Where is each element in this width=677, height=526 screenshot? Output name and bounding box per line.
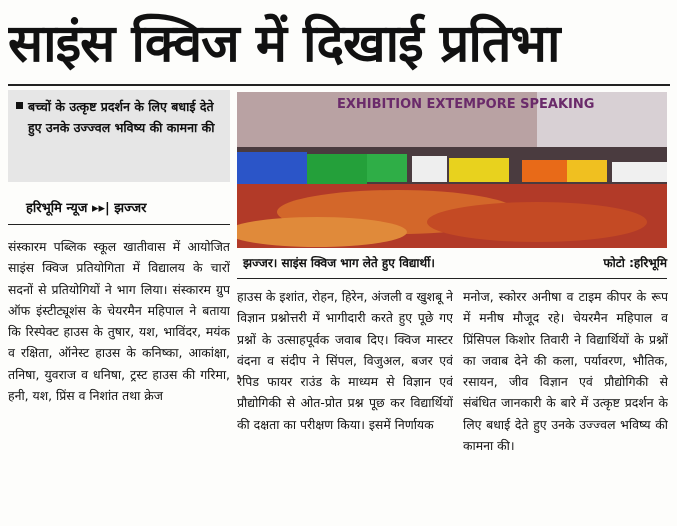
photo-credit: फोटो :हरिभूमि [603,256,667,270]
article-column-1: संस्कारम पब्लिक स्कूल खातीवास में आयोजित साइंस क्विज प्रतियोगिता में विद्यालय के चारों सदनों से प्रतियोगियों ने भाग लिया। संस्कारम ग्रुप ऑफ इंस्टीट्यूशंस के चेयरमैन महिपाल ने बताया कि रिस्पेक्ट हाउस के तुषार, यश, भाविंदर, मयंक व रक्षिता, ऑनेस्ट हाउस के कनिष्का, आकांक्षा, तनिषा, युवराज व धनिषा, ट्रस्ट हाउस की गरिमा, हनी, यश, प्रिंस व निशांत तथा क्रेज [8,239,230,404]
headline: साइंस क्विज में दिखाई प्रतिभा [8,14,560,74]
square-bullet-icon [16,102,23,109]
caption-rule [237,278,667,279]
headline-rule [8,84,670,86]
photo-caption: झज्जर। साइंस क्विज भाग लेते हुए विद्यार्थी। [243,256,435,270]
byline: हरिभूमि न्यूज ▸▸| झज्जर [26,201,147,216]
article-column-2: हाउस के इशांत, रोहन, हिरेन, अंजली व खुशबू ने विज्ञान प्रश्नोत्तरी में भागीदारी करते हुए पूछे गए प्रश्नों के उत्साहपूर्वक जवाब दिए। क्विज मास्टर वंदना व संदीप ने सिंपल, विजुअल, बजर एवं रैपिड फायर राउंड के माध्यम से विज्ञान एवं प्रौद्योगिकी से ओत-प्रोत प्रश्न पूछ कर विद्यार्थियों की दक्षता का परीक्षण किया। इसमें निर्णायक [237,289,453,432]
photo-caption-row [243,252,667,274]
byline-rule [8,224,230,225]
news-photo [237,92,667,248]
highlight-text: बच्चों के उत्कृष्ट प्रदर्शन के लिए बधाई देते हुए उनके उज्ज्वल भविष्य की कामना की [28,99,215,135]
photo-banner-text: EXHIBITION EXTEMPORE SPEAKING [337,97,595,112]
highlight-box [8,90,230,182]
article-column-3: मनोज, स्कोरर अनीषा व टाइम कीपर के रूप में मनीष मौजूद रहे। चेयरमैन महिपाल व प्रिंसिपल किशोर तिवारी ने विद्यार्थियों के प्रश्नों का जवाब देने की कला, पर्यावरण, भौतिक, रसायन, जीव विज्ञान एवं प्रौद्योगिकी से संबंधित जानकारी के बारे में उत्कृष्ट प्रदर्शन के लिए बधाई देते हुए उनके उज्ज्वल भविष्य की कामना की। [463,289,668,454]
